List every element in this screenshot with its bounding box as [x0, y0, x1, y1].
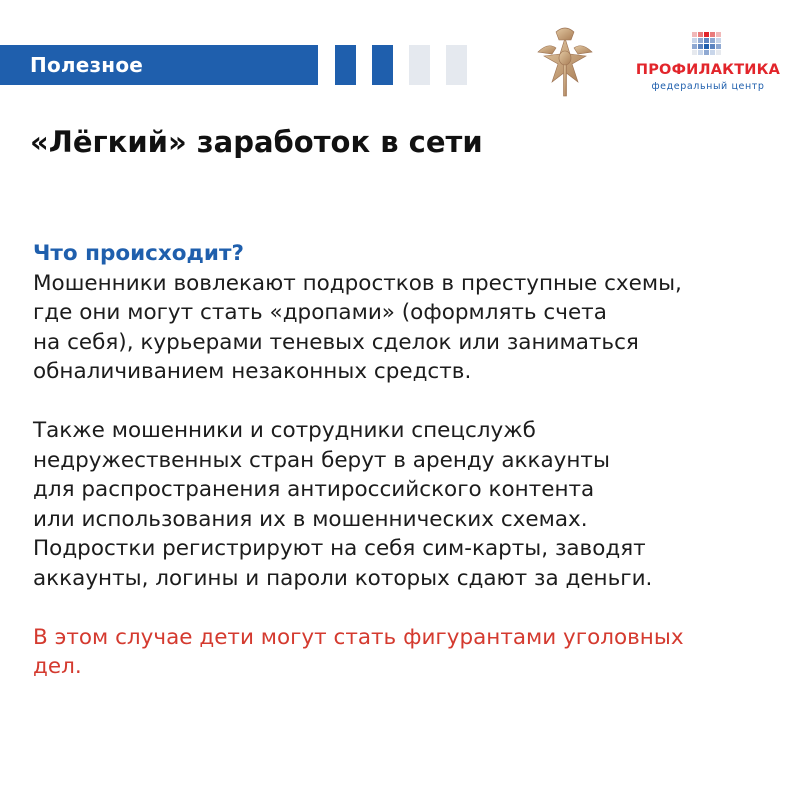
text-line: или использования их в мошеннических схемах. — [33, 506, 588, 532]
text-line: для распространения антироссийского контента — [33, 477, 595, 502]
stripe-decoration — [335, 45, 356, 85]
brand-grid-icon — [692, 32, 722, 56]
emblem-icon — [534, 22, 596, 98]
text-line: где они могут стать «дропами» (оформлять счета — [33, 300, 607, 325]
brand-subtitle: федеральный центр — [651, 81, 765, 92]
section-label: Полезное — [30, 53, 144, 77]
text-line: обналичиванием незаконных средств. — [33, 359, 472, 384]
stripe-decoration — [446, 45, 467, 85]
warning-line: В этом случае дети могут стать фигурантами уголовных — [33, 624, 684, 650]
text-line: недружественных стран берут в аренду аккаунты — [33, 447, 610, 473]
text-line: Подростки регистрируют на себя сим-карты, заводят — [33, 536, 646, 561]
text-line: аккаунты, логины и пароли которых сдают за деньги. — [33, 565, 653, 591]
text-line: Также мошенники и сотрудники спецслужб — [33, 418, 536, 443]
text-line: на себя), курьерами теневых сделок или заниматься — [33, 329, 639, 355]
brand-logo — [633, 32, 783, 94]
stripe-decoration — [409, 45, 430, 85]
warning-line: дел. — [33, 654, 82, 679]
brand-name: ПРОФИЛАКТИКА — [635, 62, 781, 78]
section-banner — [0, 45, 318, 85]
article-body — [33, 239, 793, 682]
text-line: Мошенники вовлекают подростков в преступные схемы, — [33, 270, 682, 296]
question-heading: Что происходит? — [33, 241, 244, 266]
stripe-decoration — [372, 45, 393, 85]
page-title: «Лёгкий» заработок в сети — [30, 125, 483, 159]
